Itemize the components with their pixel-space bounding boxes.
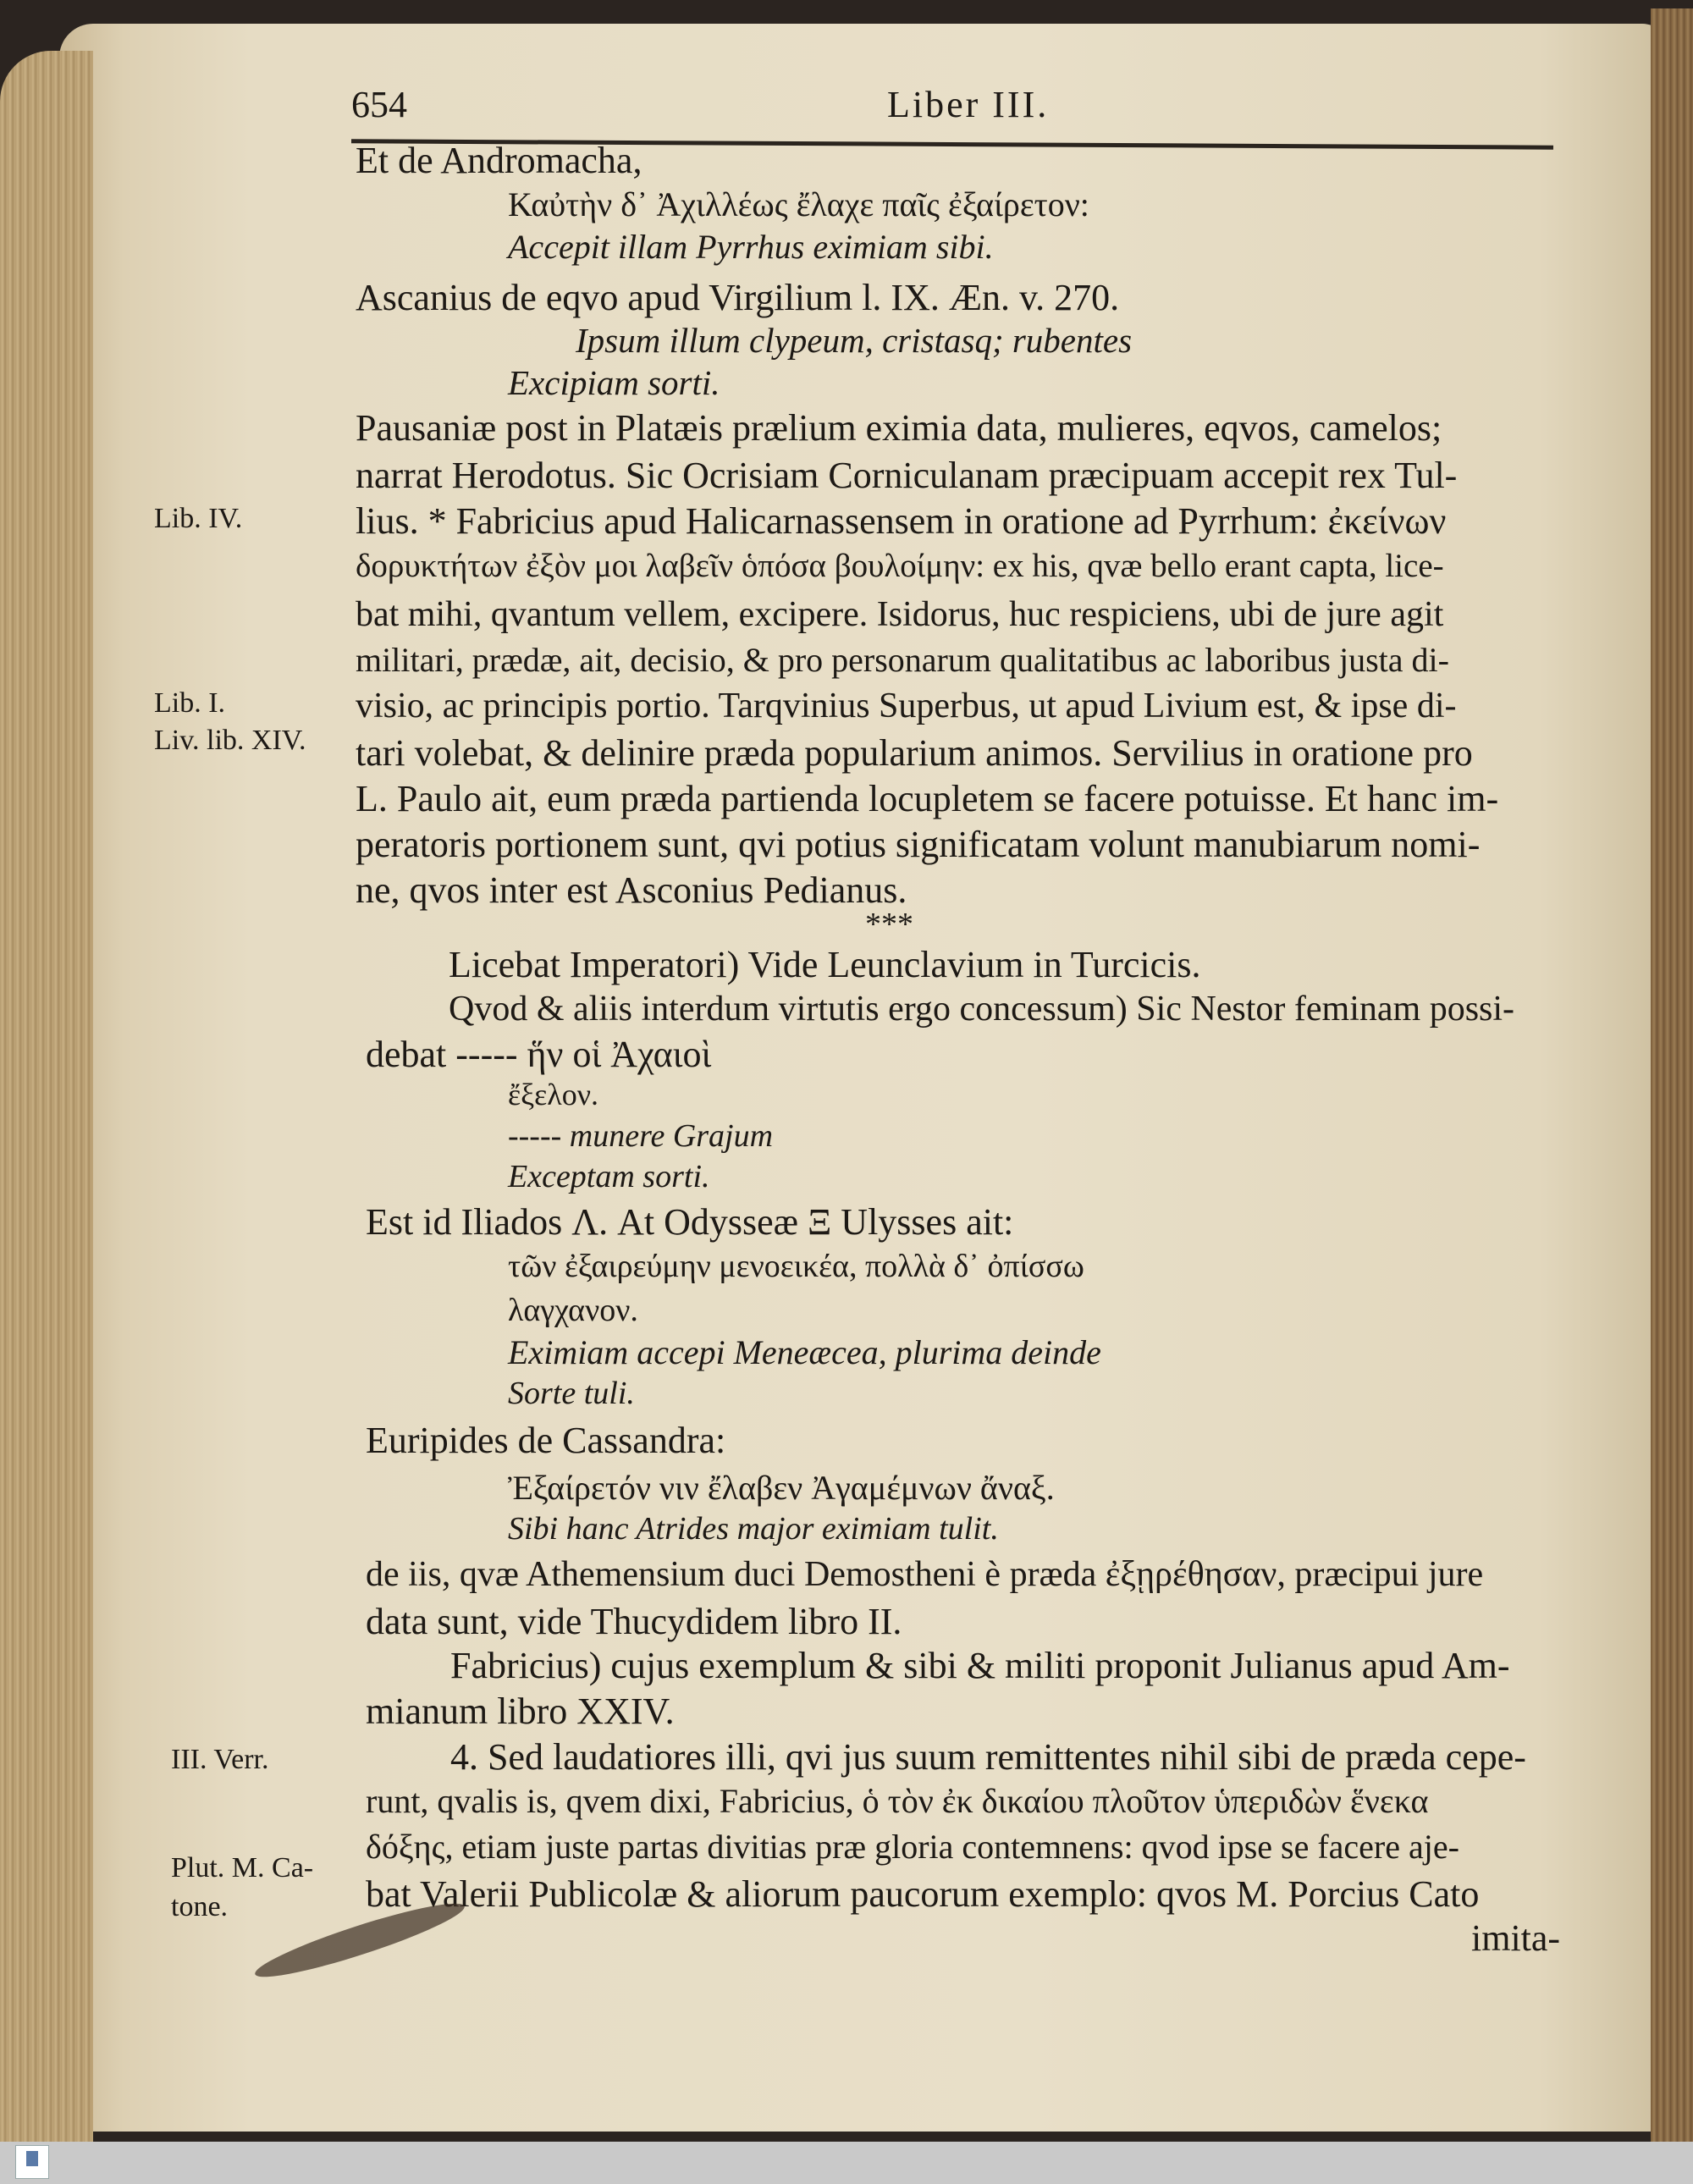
text-line: tari volebat, & delinire præda popularium animos. Servilius in oratione pro <box>356 732 1473 774</box>
commentary-line: Fabricius) cujus exemplum & sibi & militi proponit Julianus apud Am- <box>450 1645 1510 1686</box>
text-line: 4. Sed laudatiores illi, qvi jus suum remittentes nihil sibi de præda cepe- <box>450 1736 1526 1778</box>
greek-verse: λαγχανον. <box>508 1293 638 1328</box>
margin-note: Lib. IV. <box>154 503 243 534</box>
margin-note: Lib. I. <box>154 687 226 719</box>
latin-verse: ----- munere Grajum <box>508 1118 774 1154</box>
latin-verse: Eximiam accepi Meneæcea, plurima deinde <box>508 1333 1101 1371</box>
text-line: mianum libro XXIV. <box>366 1690 675 1732</box>
commentary-line: Qvod & aliis interdum virtutis ergo concessum) Sic Nestor feminam possi- <box>449 990 1515 1029</box>
greek-verse: Ἐξαίρετόν νιν ἔλαβεν Ἀγαμέμνων ἄναξ. <box>508 1469 1055 1507</box>
margin-note: Liv. lib. XIV. <box>154 725 306 756</box>
latin-verse: Accepit illam Pyrrhus eximiam sibi. <box>508 228 994 266</box>
text-line: δορυκτήτων ἐξὸν μοι λαβεῖν ὁπόσα βουλοίμην: ex his, qvæ bello erant capta, lice- <box>356 548 1444 584</box>
book-spine-right <box>1651 8 1693 2142</box>
text-line: data sunt, vide Thucydidem libro II. <box>366 1601 902 1642</box>
text-line: Euripides de Cassandra: <box>366 1420 726 1461</box>
text-line: δόξης, etiam juste partas divitias præ gloria contemnens: qvod ipse se facere aje- <box>366 1828 1459 1866</box>
margin-note: tone. <box>171 1891 229 1922</box>
commentary-line: Licebat Imperatori) Vide Leunclavium in Turcicis. <box>449 944 1201 985</box>
text-line: bat mihi, qvantum vellem, excipere. Isidorus, huc respiciens, ubi de jure agit <box>356 595 1444 634</box>
text-line: narrat Herodotus. Sic Ocrisiam Corniculanam præcipuam accepit rex Tul- <box>356 455 1458 496</box>
margin-note: III. Verr. <box>171 1744 269 1775</box>
text-line: debat ----- ἥν οἱ Ἀχαιοὶ <box>366 1034 712 1075</box>
page-edges-left <box>0 51 93 2142</box>
text-line: peratoris portionem sunt, qvi potius significatam volunt manubiarum nomi- <box>356 824 1481 865</box>
latin-verse: Ipsum illum clypeum, cristasq; rubentes <box>576 321 1133 360</box>
text-line: de iis, qvæ Athemensium duci Demostheni è præda ἐξῃρέθησαν, præcipui jure <box>366 1555 1484 1594</box>
text-line: Est id Iliados Λ. At Odysseæ Ξ Ulysses ait: <box>366 1201 1014 1243</box>
latin-verse: Exceptam sorti. <box>508 1159 710 1194</box>
logo-mark-icon <box>26 2151 38 2166</box>
text-line: lius. * Fabricius apud Halicarnassensem in oratione ad Pyrrhum: ἐκείνων <box>356 500 1447 542</box>
running-title: Liber III. <box>887 84 1050 125</box>
greek-verse: ἔξελον. <box>508 1078 599 1111</box>
section-separator: *** <box>865 907 913 942</box>
text-line: L. Paulo ait, eum præda partienda locupletem se facere potuisse. Et hanc im- <box>356 778 1499 819</box>
latin-verse: Sibi hanc Atrides major eximiam tulit. <box>508 1511 999 1547</box>
catchword: imita- <box>1471 1917 1561 1959</box>
text-line: Pausaniæ post in Platæis prælium eximia data, mulieres, eqvos, camelos; <box>356 407 1442 449</box>
text-line: runt, qvalis is, qvem dixi, Fabricius, ὁ τὸν ἐκ δικαίου πλοῦτον ὑπεριδὼν ἕνεκα <box>366 1782 1429 1820</box>
library-logo-icon[interactable] <box>15 2145 49 2179</box>
greek-verse: τῶν ἐξαιρεύμην μενοεικέα, πολλὰ δ᾽ ὀπίσσω <box>508 1249 1084 1284</box>
margin-note: Plut. M. Ca- <box>171 1852 314 1883</box>
latin-verse: Excipiam sorti. <box>508 363 720 402</box>
text-line: militari, prædæ, ait, decisio, & pro personarum qualitatibus ac laboribus justa di- <box>356 641 1449 679</box>
latin-verse: Sorte tuli. <box>508 1376 635 1411</box>
text-line: bat Valerii Publicolæ & aliorum paucorum exemplo: qvos M. Porcius Cato <box>366 1873 1480 1915</box>
viewer-footer-bar <box>0 2142 1693 2184</box>
text-line: ne, qvos inter est Asconius Pedianus. <box>356 869 907 911</box>
page-number: 654 <box>351 84 407 125</box>
text-line: visio, ac principis portio. Tarqvinius Superbus, ut apud Livium est, & ipse di- <box>356 687 1457 725</box>
greek-verse: Καὐτὴν δ᾽ Ἀχιλλέως ἔλαχε παῖς ἐξαίρετον: <box>508 185 1089 223</box>
text-line: Ascanius de eqvo apud Virgilium l. IX. Æn. v. 270. <box>356 277 1120 318</box>
text-line: Et de Andromacha, <box>356 140 642 181</box>
